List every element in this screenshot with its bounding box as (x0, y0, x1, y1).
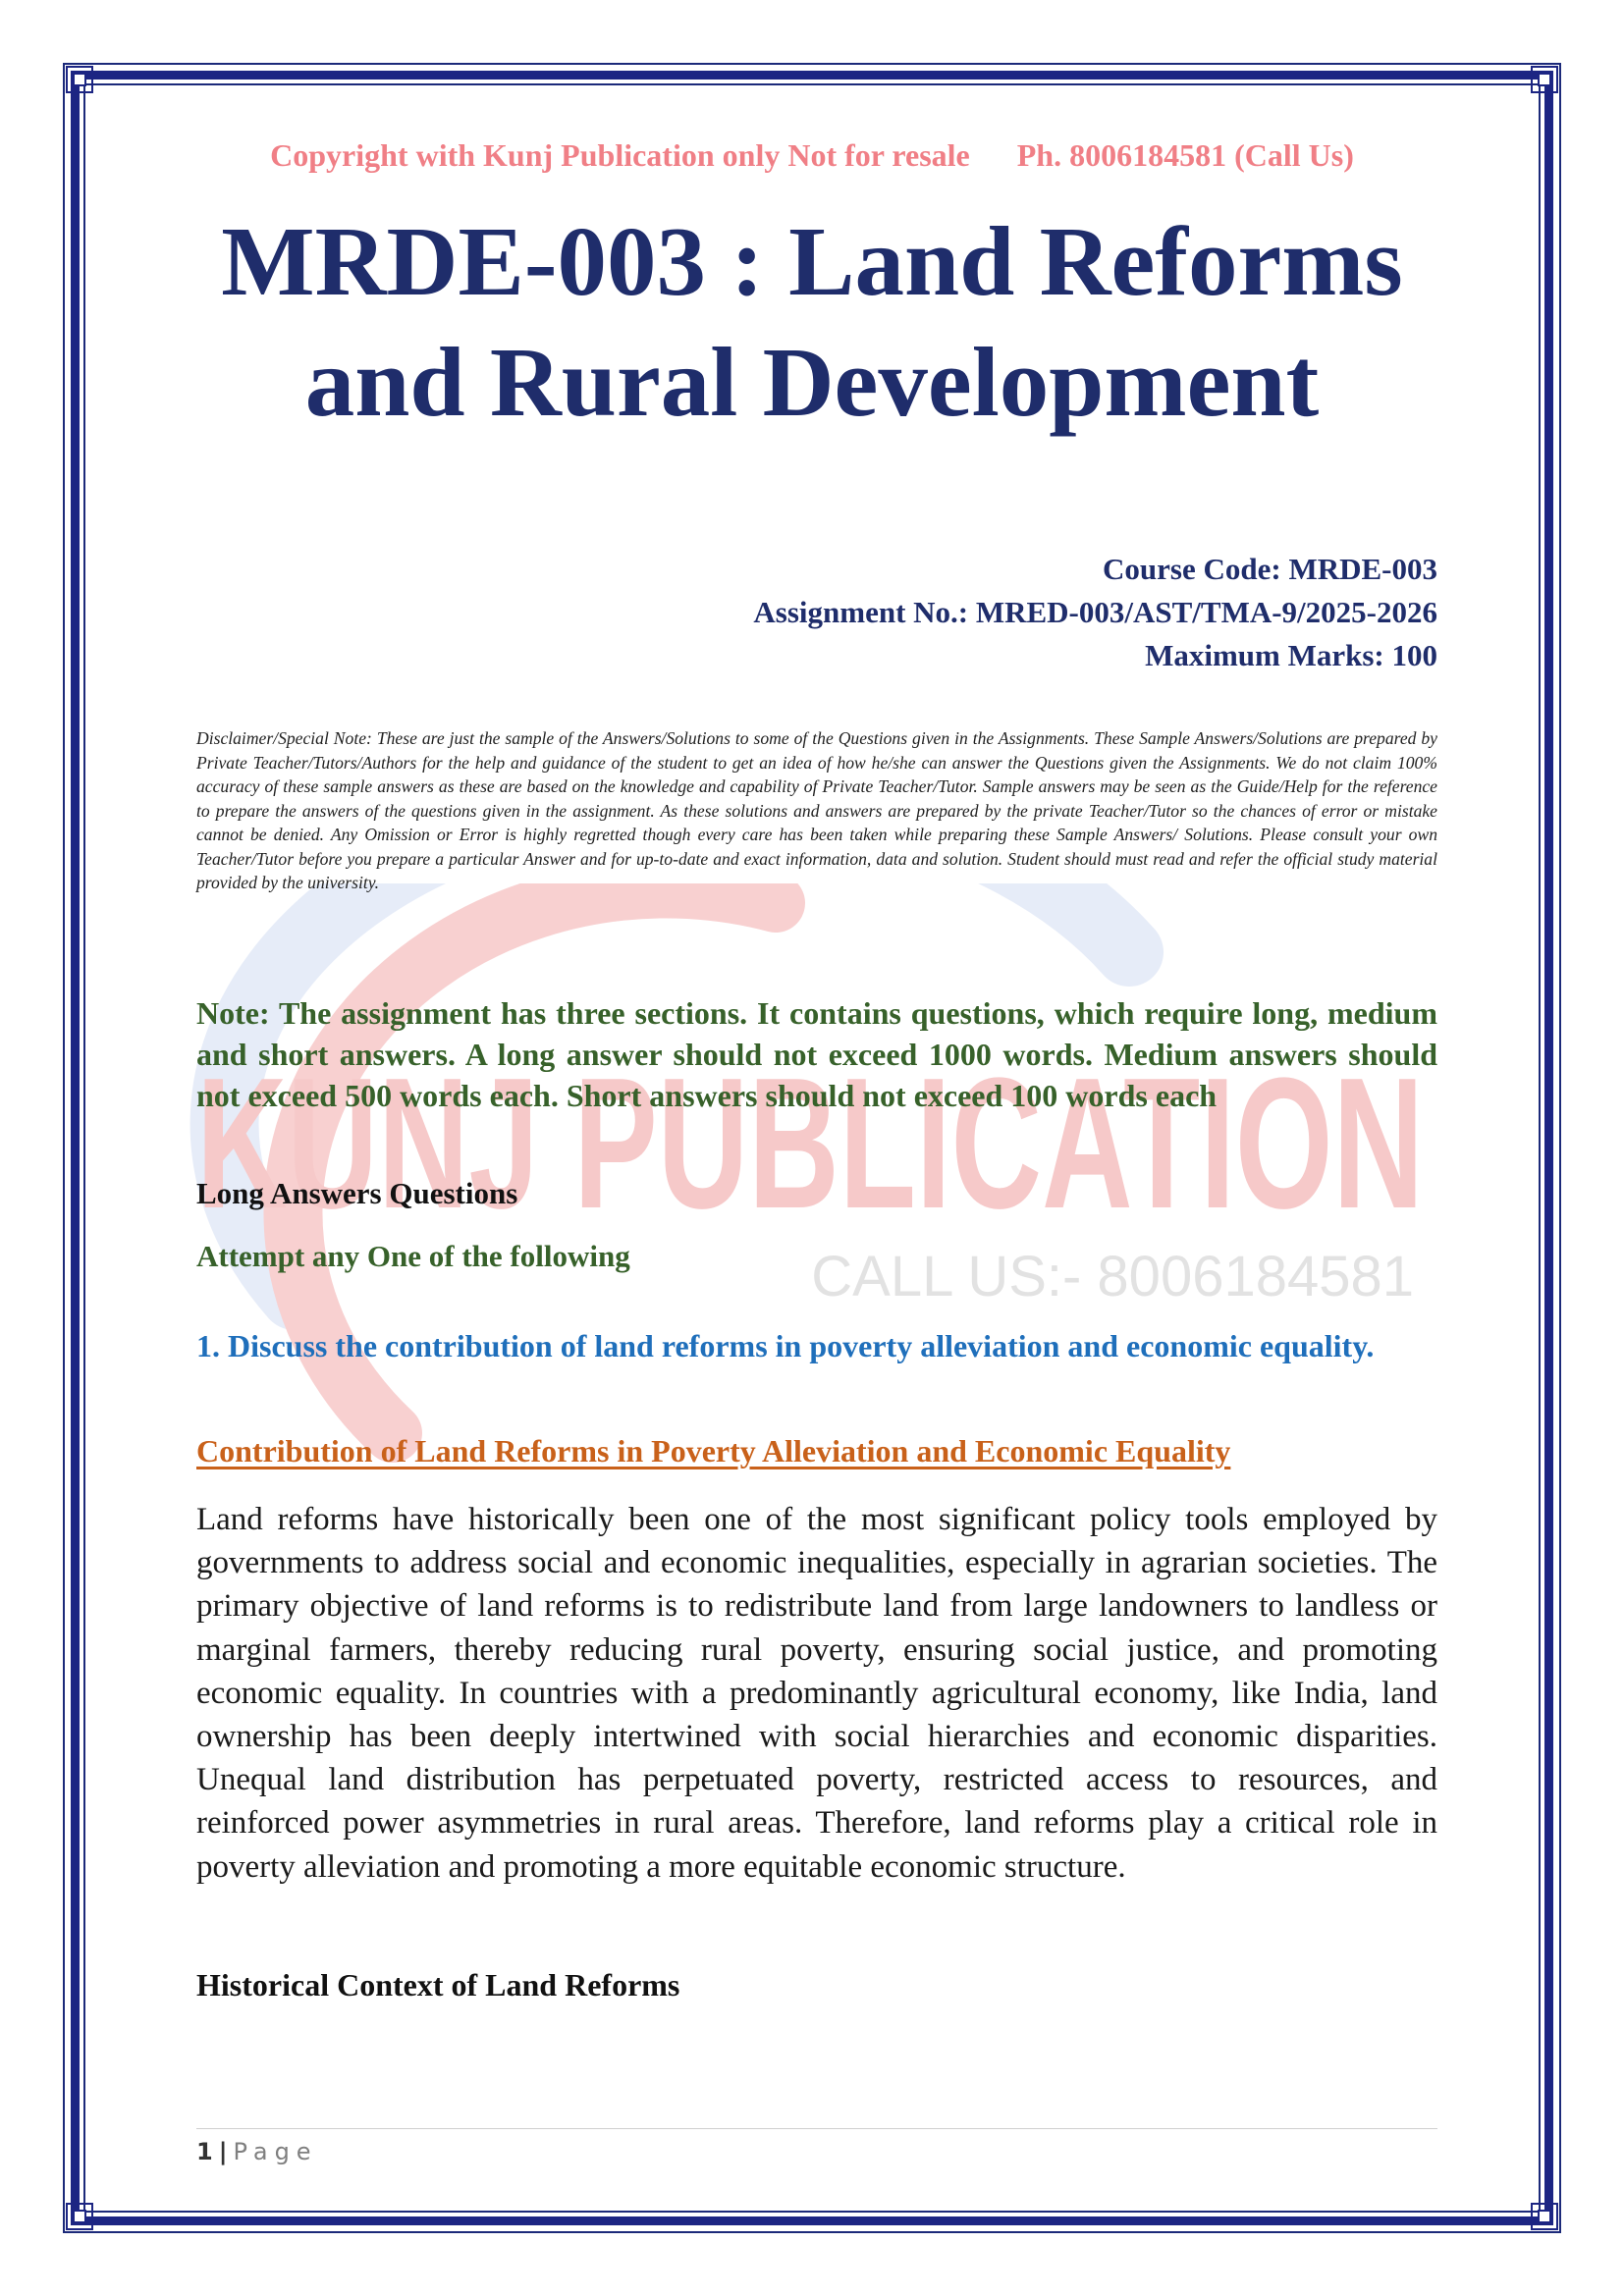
copyright-header (0, 137, 1624, 174)
title-line-1: MRDE-003 : Land Reforms (221, 206, 1403, 316)
assignment-meta (753, 548, 1437, 677)
page-number: 1 (196, 2138, 213, 2165)
footer-divider (196, 2128, 1437, 2129)
answer-section-heading: Contribution of Land Reforms in Poverty Alleviation and Economic Equality (196, 1433, 1231, 1468)
page-label: Page (233, 2138, 318, 2165)
copyright-notice: Copyright with Kunj Publication only Not for resale (270, 137, 970, 173)
question-1: 1. Discuss the contribution of land reforms in poverty alleviation and economic equality. (196, 1328, 1375, 1363)
border-corner-bottom-right (1530, 2202, 1559, 2231)
watermark-brand-text: KUNJ PUBLICATION (196, 1040, 1424, 1248)
border-corner-top-right (1530, 65, 1559, 94)
answer-paragraph: Land reforms have historically been one of the most significant policy tools employed by governments to address social and economic inequalities, especially in agrarian societies. The primary objective of land reforms is to redistribute land from large landowners to landless or marginal farmers, thereby reducing rural poverty, ensuring social justice, and promoting economic equality. In countries with a predominantly agricultural economy, like India, land ownership has been deeply intertwined with social hierarchies and economic disparities. Unequal land distribution has perpetuated poverty, restricted access to resources, and reinforced power asymmetries in rural areas. Therefore, land reforms play a critical role in poverty alleviation and promoting a more equitable economic structure. (196, 1502, 1437, 1885)
copyright-phone: Ph. 8006184581 (Call Us) (1016, 137, 1354, 173)
course-code: Course Code: MRDE-003 (1103, 552, 1437, 586)
page-footer (196, 2138, 318, 2165)
historical-context-heading: Historical Context of Land Reforms (196, 1967, 680, 2002)
assignment-note: Note: The assignment has three sections. It contains questions, which require long, medium and short answers. A long answer should not exceed 1000 words. Medium answers should not exceed 500 words each. Short answers should not exceed 100 words each (196, 995, 1437, 1113)
footer-separator: | (218, 2138, 228, 2165)
border-corner-top-left (65, 65, 94, 94)
watermark-call-text: CALL US:- 8006184581 (811, 1245, 1414, 1308)
maximum-marks: Maximum Marks: 100 (1145, 638, 1437, 672)
disclaimer-note: Disclaimer/Special Note: These are just the sample of the Answers/Solutions to some of the Questions given in the Assignments. These Sample Answers/Solutions are prepared by Private Teacher/Tutors/Authors for the help and guidance of the student to get an idea of how he/she can answer the Questions given the Assignments. We do not claim 100% accuracy of these sample answers as these are based on the knowledge and capability of Private Teacher/Tutor. Sample answers may be seen as the Guide/Help for the reference to prepare the answers of the questions given in the assignment. As these solutions and answers are prepared by the private Teacher/Tutor so the chances of error or mistake cannot be denied. Any Omission or Error is highly regretted though every care has been taken while preparing these Sample Answers/ Solutions. Please consult your own Teacher/Tutor before you prepare a particular Answer and for up-to-date and exact information, data and solution. Student should must read and refer the official study material provided by the university. (196, 728, 1437, 892)
title-line-2: and Rural Development (304, 327, 1320, 437)
assignment-number: Assignment No.: MRED-003/AST/TMA-9/2025-2026 (753, 595, 1437, 629)
attempt-instruction: Attempt any One of the following (196, 1239, 630, 1273)
document-title (128, 201, 1496, 443)
border-corner-bottom-left (65, 2202, 94, 2231)
long-answers-heading: Long Answers Questions (196, 1176, 518, 1210)
